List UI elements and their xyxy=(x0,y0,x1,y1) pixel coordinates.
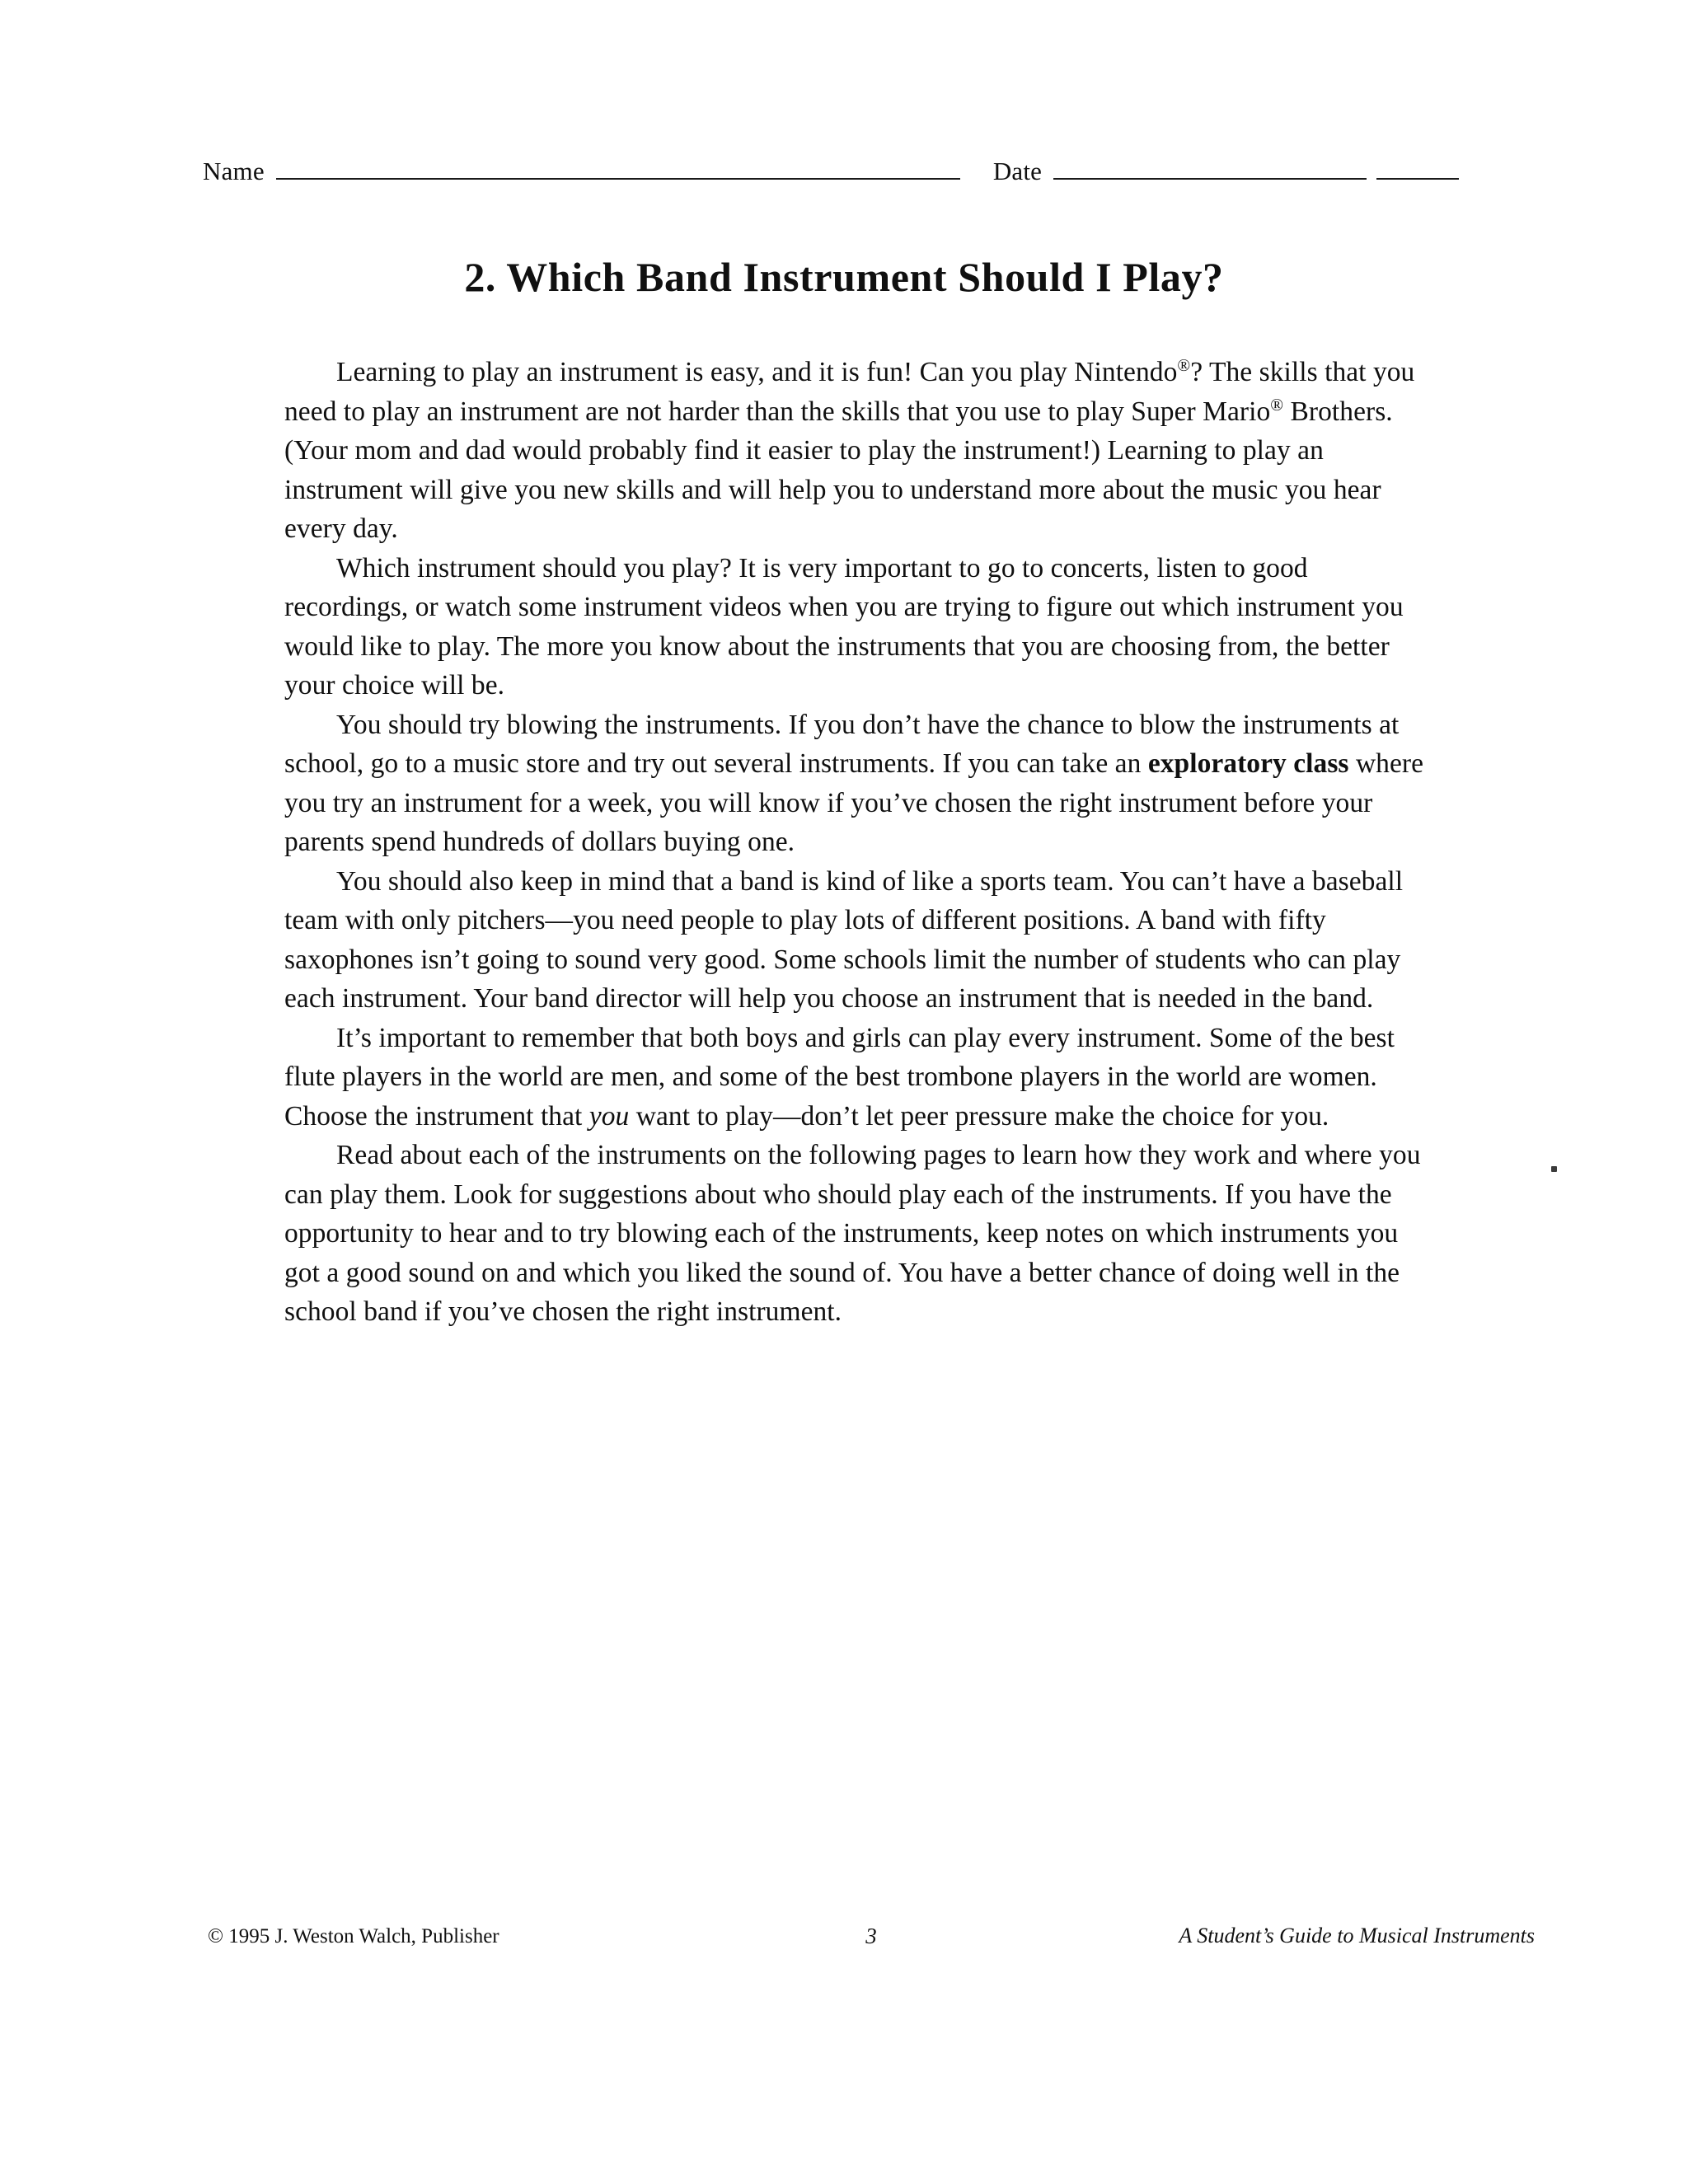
term-exploratory-class: exploratory class xyxy=(1147,748,1349,779)
date-label: Date xyxy=(992,157,1043,185)
scan-artifact-speck xyxy=(1551,1166,1557,1172)
registered-trademark-icon: ® xyxy=(1270,395,1284,415)
paragraph-5-part-b: want to play—don’t let peer pressure make the choice for you. xyxy=(629,1100,1329,1132)
paragraph-3-part-a: You should try blowing the instruments. If you don’t have the chance to blow the instruments at school, go to a music store and try out several instruments. If you can take an xyxy=(284,709,1400,779)
paragraph-3 xyxy=(284,705,1438,862)
emphasis-you: you xyxy=(588,1100,630,1132)
article-body xyxy=(284,353,1438,1332)
name-label: Name xyxy=(203,157,265,185)
paragraph-5-part-a: It’s important to remember that both boys and girls can play every instrument. Some of the best flute players in the world are men, and some of the best trombone players in the world are women. Choose the instrument that xyxy=(284,1022,1395,1132)
book-title: A Student’s Guide to Musical Instruments xyxy=(1179,1924,1535,1947)
paragraph-1 xyxy=(284,353,1438,549)
paragraph-1-part-a: Learning to play an instrument is easy, and it is fun! Can you play Nintendo xyxy=(336,357,1178,387)
name-write-in-rule[interactable] xyxy=(276,177,960,180)
page-number: 3 xyxy=(865,1924,877,1948)
paragraph-1-part-c: Brothers. (Your mom and dad would probably find it easier to play the instrument!) Learning to play an instrument will give you new skills and will help you to understand more about the music you hear every day. xyxy=(284,396,1393,544)
date-write-in-rule[interactable] xyxy=(1053,177,1367,180)
page-footer xyxy=(208,1924,1535,1948)
name-date-header xyxy=(203,158,1522,184)
date-write-in-rule-extension[interactable] xyxy=(1376,177,1459,180)
paragraph-1-part-b: ? The skills that you need to play an instrument are not harder than the skills that you use to play Super Mario xyxy=(284,357,1415,427)
paragraph-3-part-b: where you try an instrument for a week, you will know if you’ve chosen the right instrument before your parents spend hundreds of dollars buying one. xyxy=(284,748,1424,857)
registered-trademark-icon: ® xyxy=(1177,355,1191,375)
paragraph-2: Which instrument should you play? It is very important to go to concerts, listen to good recordings, or watch some instrument videos when you are trying to figure out which instrument you would like to play. The more you know about the instruments that you are choosing from, the better your choice will be. xyxy=(284,552,1404,701)
copyright-notice: © 1995 J. Weston Walch, Publisher xyxy=(208,1925,499,1947)
paragraph-5 xyxy=(284,1019,1438,1137)
paragraph-6: Read about each of the instruments on the following pages to learn how they work and where you can play them. Look for suggestions about who should play each of the instruments. If you have the opportunity to hear and to try blowing each of the instruments, keep notes on which instruments you got a good sound on and which you liked the sound of. You have a better chance of doing well in the school band if you’ve chosen the right instrument. xyxy=(284,1140,1421,1327)
paragraph-4: You should also keep in mind that a band is kind of like a sports team. You can’t have a baseball team with only pitchers—you need people to play lots of different positions. A band with fifty saxophones isn’t going to sound very good. Some schools limit the number of students who can play each instrument. Your band director will help you choose an instrument that is needed in the band. xyxy=(284,865,1404,1014)
page-title: 2. Which Band Instrument Should I Play? xyxy=(464,253,1224,300)
